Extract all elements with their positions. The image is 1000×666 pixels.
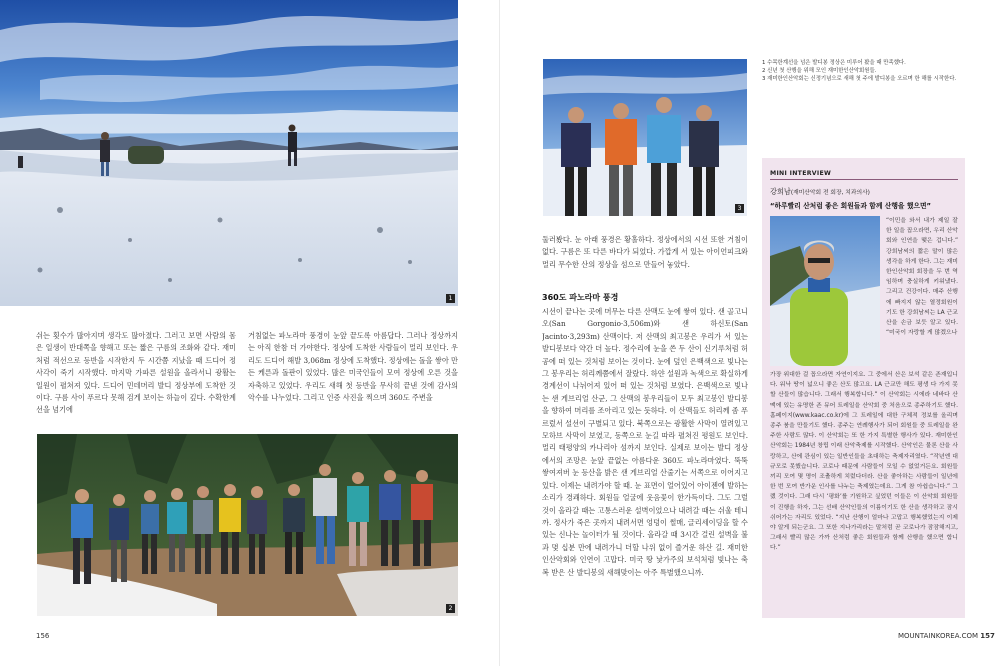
interviewee-portrait-image [770,216,880,366]
photo-number-1: 1 [446,294,455,303]
four-hikers-photo [543,59,747,216]
interview-divider [770,179,958,180]
interview-text-upper: “이민을 와서 내가 제일 잘한 일을 꼽으라면, 우리 산악회와 인연을 맺은 겁니다.” 강희남씨의 짧은 말이 많은 생각을 하게 한다. 그는 재미한인산악회 회장을 두 번 역임하며 충실하게 키워냈다. 그리고 건강이다. 매주 산행에 빠지지 않는 열정회원이기도 한 강희남씨는 LA 근교 산을 손금 보듯 알고 있다. “미국이 자랑할 게 많겠으나 [886,218,958,337]
section-heading: 360도 파노라마 풍경 [542,293,619,302]
photo-number-2: 2 [446,604,455,613]
left-body-column-2: 거침없는 파노라마 풍경이 눈앞 끝도록 아름답다. 그러나 정상까지는 아직 한참 더 가야한다. 정상에 도착한 사람들이 멀리 보인다. 우리도 드디어 해발 3,068m 정상에 도착했다. 정상에는 돌을 쌓아 만든 케른과 돌판이 있었다. 많은 미국인들이 모여 정상에 오른 것을 자축하고 있었다. 우리도 새해 첫 등반을 무사히 끝낸 것에 감사의 악수를 나누었다. 그리고 인증 사진을 찍으며 360도 주변을 [248,331,458,403]
caption-3: 3 재미한인산악회는 신정기념으로 새해 첫 주에 발디봉을 오르며 한 해를 시작한다. [762,76,957,83]
right-body-intro: 둘러봤다. 눈 아래 풍경은 황홀하다. 정상에서의 시선 또한 거침이 없다. 구름은 또 다른 바다가 되었다. 가깝게 서 있는 아이언피크와 멀리 무수한 산의 정상을 섬으로 만들어 놓았다. [542,235,748,269]
right-page-number: 157 [980,632,995,640]
right-page-footer [898,632,995,640]
interviewee-name-text: 강희남 [770,187,791,196]
caption-1: 1 수목한계선을 넘은 발디봉 정상은 미루어 봤을 때 만족했다. [762,60,906,66]
interview-headline-quote: “하루빨리 산처럼 좋은 회원들과 함께 산행을 했으면” [770,202,932,210]
interview-label: MINI INTERVIEW [770,170,832,177]
interviewee-name [770,187,870,197]
left-body-column-1: 쉬는 횟수가 많아지며 생각도 많아졌다. 그러고 보면 사람의 몸은 일생이 반대쪽을 향해고 또는 짧은 구름의 조화와 같다. 재미처럼 적선으로 등반을 시작한지 두 시간쯤 지났을 때 드디어 정사각이 죽기 시작했다. 마지막 가파른 설원을 올라서니 광활는 일원이 펼쳐져 있다. 드디어 민데머리 발디 정상부에 도착한 것이다. 구름 사이 푸르다 못해 검게 보이는 하늘이 깊다. 수확한계선을 넘기에 [36,331,236,415]
right-body-main: 시선이 끝나는 곳에 머무는 다른 산맥도 눈에 쌓여 있다. 샌 골고니오(San Gorgonio·3,506m)와 샌 하신토(San Jacinto·3,293m) 산맥이다. 저 산맥의 최고봉은 우리가 서 있는 발디봉보다 약간 더 높다. 정수리에 눈을 쓴 두 산이 신기루처럼 허공에 떠 있는 것처럼 보이는 것이다. 눈에 덮인 은백색으로 빛나는 그 봉우리는 허리께쯤에서 잘랐다. 하얀 설원과 녹색으로 확실하게 경계선이 나뉘어져 있어 떠 있는 것처럼 보였다. 은백색으로 빛나는 샌 게브리얼 산군, 그 산맥의 봉우리들이 모두 최고봉인 발디봉을 향하여 머리를 조아리고 있는 듯하다. 이 산맥들도 허리께 좀 푸르렀서 설선이 구별되고 있다. 북쪽으로는 광활한 사막이 열려있고 모하브 사막이 보였고, 동쪽으로 눈길 따라 펼쳐진 평원도 보인다. 멀리 태평양의 카나리아 섬까지 보인다. 실제로 보이는 발디 정상에서의 조망은 눈앞 끝없는 아름다운 360도 파노라마였다. 뚝뚝 쌓여져버 눈 등산을 밝은 샌 게브리얼 산줄기는 서쪽으로 이어지고 있다. 이제는 내려가야 할 때. 눈 표면이 얼어있어 아이젠에 발하는 소리가 경쾌하다. 회원들 얼굴에 웃음꽃이 한가득이다. 그도 그럴 것이 올라갈 때는 고통스러운 설벽이었으나 내려갈 때는 쉬울 테니까. 정사가 죽은 곳까지 내려서면 엉덩이 썰매, 글리세이딩을 할 수 있는 신나는 놀이터가 될 것이다. 올라갈 때 3시간 걸린 설벽을 불과 몇 십분 만에 내려가니 더할 나위 없이 즐거운 하산 길. 재미한인산악회와 인연이 고맙다. 미국 땅 낯가주의 보석처럼 빛나는 축복 받은 산 발디봉의 새해맞이는 아주 특별했으니까. [542,307,748,577]
interview-text-lower: 가장 위대한 걸 꼽으라면 자연이지요. 그 중에서 산은 보석 같은 존재입니다. 워낙 땅이 넓으니 좋은 산도 많고요. LA 근교만 해도 평생 다 가지 못할 산들이 많습니다. 그래서 행복합니다.” 이 산악회는 시에라 네바다 산맥에 있는 유명한 존 뮤어 트레일을 산악회 중 처음으로 종주하기도 했다. 홈페이지(www.kaac.co.kr)에 그 트레일에 대한 구체적 정보를 올리며 종주 붐을 만들기도 했다. 종주는 연례행사가 되어 회원들 중 트레일을 완주한 사람도 많다. 이 산악회는 또 한 가지 특별한 행사가 있다. 재미한인산악회는 1984년 창립 이래 산악축제를 시작했다. 산악인은 물론 산을 사랑하고, 산에 관심이 있는 일반인들을 초대하는 축제자리였다. “작년엔 대규모로 못했습니다. 코로나 때문에 사람들이 모일 수 없었거든요. 회원들끼리 모여 몇 명이 조촐하게 치렀다더라. 산을 좋아하는 사람들이 일년에 한 번 모여 반가운 인사를 나누는 축제였는데요. 그게 참 아쉽습니다.” 그랬 것이다. 그래 다시 ‘평화’를 기원하고 싶었던 이들은 이 산악회 회원들이 진행을 하자, 그는 선배 산악인들의 이름이기도 한 산을 생각하고 잠시 쉬어가는 자리도 있었다. “지난 산행이 얼마나 고맙고 행복했었는지 이제야 알게 되는군요. 그 또한 지나가리라는 말처럼 곧 코로나가 잠잠해지고, 그래서 빨리 많은 가까 산처럼 좋은 회원들과 함께 산행을 했으면 합니다.” [770,372,958,552]
left-page-number: 156 [36,632,50,640]
summit-panorama-photo [0,0,458,306]
group-photo-image [37,434,458,616]
mini-interview-box [762,158,965,618]
group-photo [37,434,458,616]
photo-number-3: 3 [735,204,744,213]
caption-2: 2 신년 첫 산행을 위해 모인 재미한인산악회원들. [762,68,877,75]
right-page [500,0,1000,666]
interviewee-title: (재미산악회 전 회장, 치과의사) [790,190,870,196]
photo-captions [762,59,962,84]
four-hikers-image [543,59,747,216]
interviewee-portrait [770,216,880,366]
summit-panorama-image [0,0,458,306]
site-name: MOUNTAINKOREA.COM [898,632,979,640]
